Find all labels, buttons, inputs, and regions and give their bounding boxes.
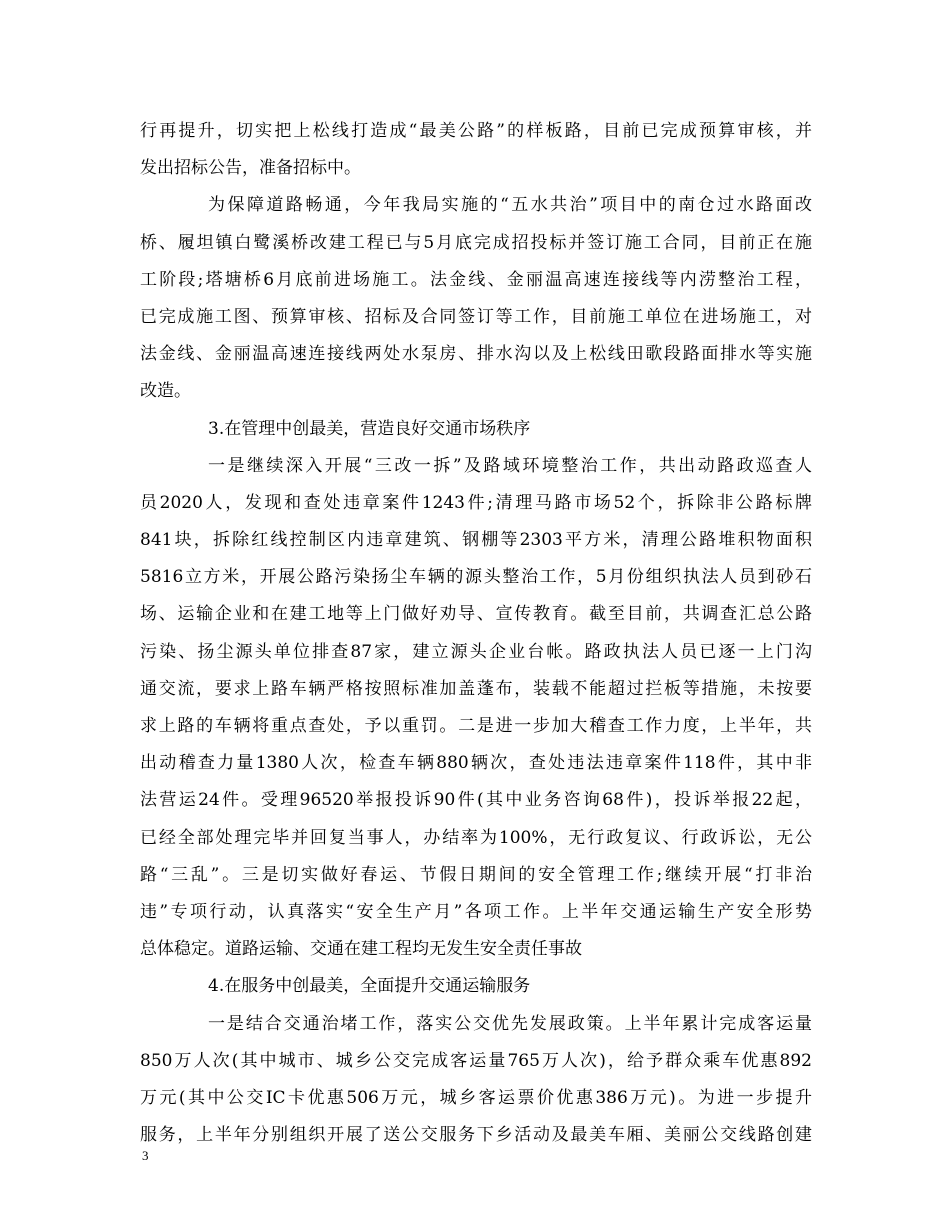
- text-line: 改造。: [140, 381, 191, 402]
- text-line: 已经全部处理完毕并回复当事人，办结率为100%，无行政复议、行政诉讼，无公: [140, 827, 812, 848]
- text-line: 法营运24件。受理96520举报投诉90件(其中业务咨询68件)，投诉举报22起，: [140, 790, 812, 811]
- text-line: 法金线、金丽温高速连接线两处水泵房、排水沟以及上松线田歌段路面排水等实施: [140, 344, 812, 365]
- text-line: 出动稽查力量1380人次，检查车辆880辆次，查处违法违章案件118件，其中非: [140, 753, 812, 774]
- text-line: 总体稳定。道路运输、交通在建工程均无发生安全责任事故: [140, 939, 582, 960]
- text-line: 工阶段;塔塘桥6月底前进场施工。法金线、金丽温高速连接线等内涝整治工程，: [140, 269, 812, 290]
- section-heading: 3.在管理中创最美，营造良好交通市场秩序: [208, 418, 531, 439]
- text-line: 通交流，要求上路车辆严格按照标准加盖蓬布，装载不能超过拦板等措施，未按要: [140, 678, 812, 699]
- text-line: 已完成施工图、预算审核、招标及合同签订等工作，目前施工单位在进场施工，对: [140, 306, 812, 327]
- text-line: 场、运输企业和在建工地等上门做好劝导、宣传教育。截至目前，共调查汇总公路: [140, 604, 812, 625]
- text-line: 841块，拆除红线控制区内违章建筑、钢棚等2303平方米，清理公路堆积物面积: [140, 530, 812, 551]
- page-number: 3: [142, 1148, 149, 1163]
- text-line: 行再提升，切实把上松线打造成“最美公路”的样板路，目前已完成预算审核，并: [140, 121, 812, 141]
- document-body: [140, 113, 812, 1154]
- text-line: 路“三乱”。三是切实做好春运、节假日期间的安全管理工作;继续开展“打非治: [140, 864, 812, 885]
- text-line: 5816立方米，开展公路污染扬尘车辆的源头整治工作，5月份组织执法人员到砂石: [140, 567, 812, 588]
- text-line: 发出招标公告，准备招标中。: [140, 158, 361, 179]
- paragraph-first-line: 为保障道路畅通，今年我局实施的“五水共治”项目中的南仓过水路面改: [208, 195, 812, 216]
- text-line: 求上路的车辆将重点查处，予以重罚。二是进一步加大稽查工作力度，上半年，共: [140, 716, 812, 736]
- section-heading: 4.在服务中创最美，全面提升交通运输服务: [208, 976, 531, 997]
- text-line: 850万人次(其中城市、城乡公交完成客运量765万人次)，给予群众乘车优惠892: [140, 1050, 812, 1071]
- text-line: 服务，上半年分别组织开展了送公交服务下乡活动及最美车厢、美丽公交线路创建: [140, 1125, 812, 1146]
- text-line: 员2020人，发现和查处违章案件1243件;清理马路市场52个，拆除非公路标牌: [140, 492, 812, 513]
- paragraph-first-line: 一是继续深入开展“三改一拆”及路域环境整治工作，共出动路政巡查人: [208, 455, 812, 476]
- text-line: 污染、扬尘源头单位排查87家，建立源头企业台帐。路政执法人员已逐一上门沟: [140, 641, 812, 662]
- text-line: 违”专项行动，认真落实“安全生产月”各项工作。上半年交通运输生产安全形势: [140, 901, 812, 922]
- text-line: 万元(其中公交IC卡优惠506万元，城乡客运票价优惠386万元)。为进一步提升: [140, 1087, 812, 1108]
- paragraph-first-line: 一是结合交通治堵工作，落实公交优先发展政策。上半年累计完成客运量: [208, 1013, 812, 1034]
- text-line: 桥、履坦镇白鹭溪桥改建工程已与5月底完成招投标并签订施工合同，目前正在施: [140, 232, 812, 253]
